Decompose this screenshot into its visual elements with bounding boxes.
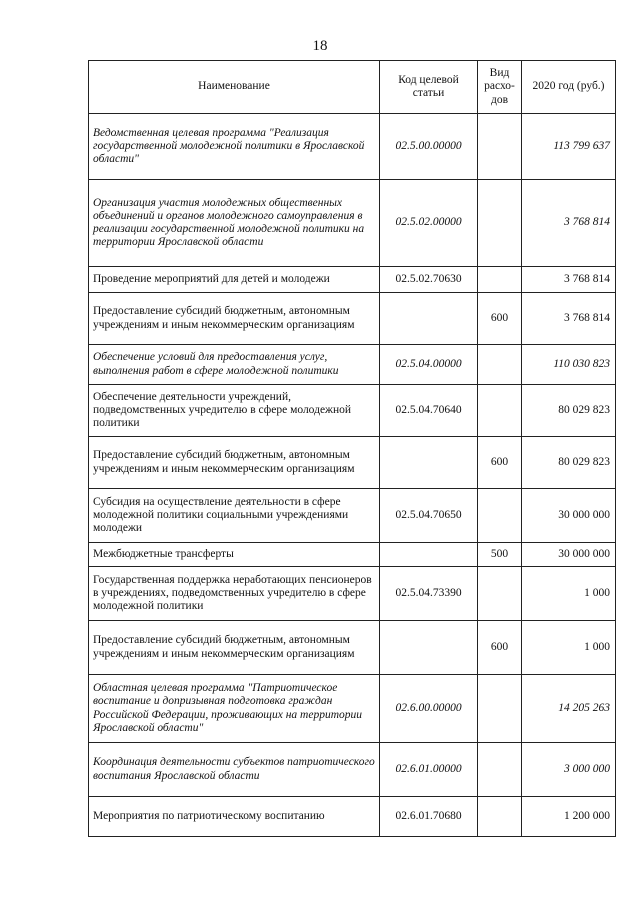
row-name: Субсидия на осуществление деятельности в сфере молодежной политики социальными учреждениями молодежи: [89, 489, 380, 543]
row-code: 02.6.01.00000: [380, 743, 478, 797]
row-name: Обеспечение условий для предоставления услуг, выполнения работ в сфере молодежной политики: [89, 345, 380, 385]
row-amount: 1 000: [522, 567, 616, 621]
row-code: 02.5.00.00000: [380, 114, 478, 180]
table-row: [89, 345, 616, 385]
row-expense-type: [478, 797, 522, 837]
table-row: [89, 675, 616, 743]
row-code: 02.6.01.70680: [380, 797, 478, 837]
row-name: Государственная поддержка неработающих пенсионеров в учреждениях, подведомственных учредителю в сфере молодежной политики: [89, 567, 380, 621]
row-expense-type: 600: [478, 437, 522, 489]
table-row: [89, 385, 616, 437]
table-row: [89, 267, 616, 293]
row-expense-type: [478, 489, 522, 543]
row-expense-type: [478, 267, 522, 293]
row-amount: 3 768 814: [522, 293, 616, 345]
row-name: Мероприятия по патриотическому воспитанию: [89, 797, 380, 837]
row-amount: 110 030 823: [522, 345, 616, 385]
table-row: [89, 567, 616, 621]
row-expense-type: 600: [478, 293, 522, 345]
row-expense-type: [478, 345, 522, 385]
row-code: 02.5.04.00000: [380, 345, 478, 385]
row-name: Межбюджетные трансферты: [89, 543, 380, 567]
header-amount: 2020 год (руб.): [522, 61, 616, 114]
row-name: Предоставление субсидий бюджетным, автономным учреждениям и иным некоммерческим организациям: [89, 437, 380, 489]
table-header-row: [89, 61, 616, 114]
table-row: [89, 797, 616, 837]
row-code: 02.5.04.70650: [380, 489, 478, 543]
header-code: Код целевой статьи: [380, 61, 478, 114]
row-expense-type: 600: [478, 621, 522, 675]
row-amount: 113 799 637: [522, 114, 616, 180]
row-code: 02.5.04.73390: [380, 567, 478, 621]
row-name: Проведение мероприятий для детей и молодежи: [89, 267, 380, 293]
row-name: Предоставление субсидий бюджетным, автономным учреждениям и иным некоммерческим организациям: [89, 621, 380, 675]
row-expense-type: 500: [478, 543, 522, 567]
row-amount: 1 200 000: [522, 797, 616, 837]
row-name: Координация деятельности субъектов патриотического воспитания Ярославской области: [89, 743, 380, 797]
row-expense-type: [478, 675, 522, 743]
row-amount: 30 000 000: [522, 543, 616, 567]
table-row: [89, 180, 616, 267]
row-expense-type: [478, 180, 522, 267]
table-row: [89, 743, 616, 797]
page-number: 18: [312, 38, 328, 54]
budget-table: [88, 60, 616, 837]
row-code: 02.5.02.70630: [380, 267, 478, 293]
row-expense-type: [478, 114, 522, 180]
row-name: Предоставление субсидий бюджетным, автономным учреждениям и иным некоммерческим организациям: [89, 293, 380, 345]
row-name: Организация участия молодежных общественных объединений и органов молодежного самоуправления в реализации государственной молодежной политики на территории Ярославской области: [89, 180, 380, 267]
row-code: 02.5.02.00000: [380, 180, 478, 267]
row-amount: 14 205 263: [522, 675, 616, 743]
row-code: 02.5.04.70640: [380, 385, 478, 437]
row-amount: 30 000 000: [522, 489, 616, 543]
row-amount: 80 029 823: [522, 437, 616, 489]
row-amount: 3 000 000: [522, 743, 616, 797]
row-name: Ведомственная целевая программа "Реализация государственной молодежной политики в Ярославской области": [89, 114, 380, 180]
row-amount: 1 000: [522, 621, 616, 675]
header-name: Наименование: [89, 61, 380, 114]
table-row: [89, 621, 616, 675]
row-name: Областная целевая программа "Патриотическое воспитание и допризывная подготовка граждан Российской Федерации, проживающих на территории Ярославской области": [89, 675, 380, 743]
header-type: Вид расхо-дов: [478, 61, 522, 114]
table-row: [89, 489, 616, 543]
row-code: 02.6.00.00000: [380, 675, 478, 743]
row-code: [380, 437, 478, 489]
row-code: [380, 543, 478, 567]
row-expense-type: [478, 567, 522, 621]
table-body: [89, 114, 616, 837]
table-row: [89, 293, 616, 345]
row-code: [380, 293, 478, 345]
row-name: Обеспечение деятельности учреждений, подведомственных учредителю в сфере молодежной политики: [89, 385, 380, 437]
row-amount: 3 768 814: [522, 267, 616, 293]
row-expense-type: [478, 743, 522, 797]
row-amount: 3 768 814: [522, 180, 616, 267]
row-expense-type: [478, 385, 522, 437]
table-row: [89, 543, 616, 567]
table-row: [89, 437, 616, 489]
row-code: [380, 621, 478, 675]
row-amount: 80 029 823: [522, 385, 616, 437]
table-row: [89, 114, 616, 180]
